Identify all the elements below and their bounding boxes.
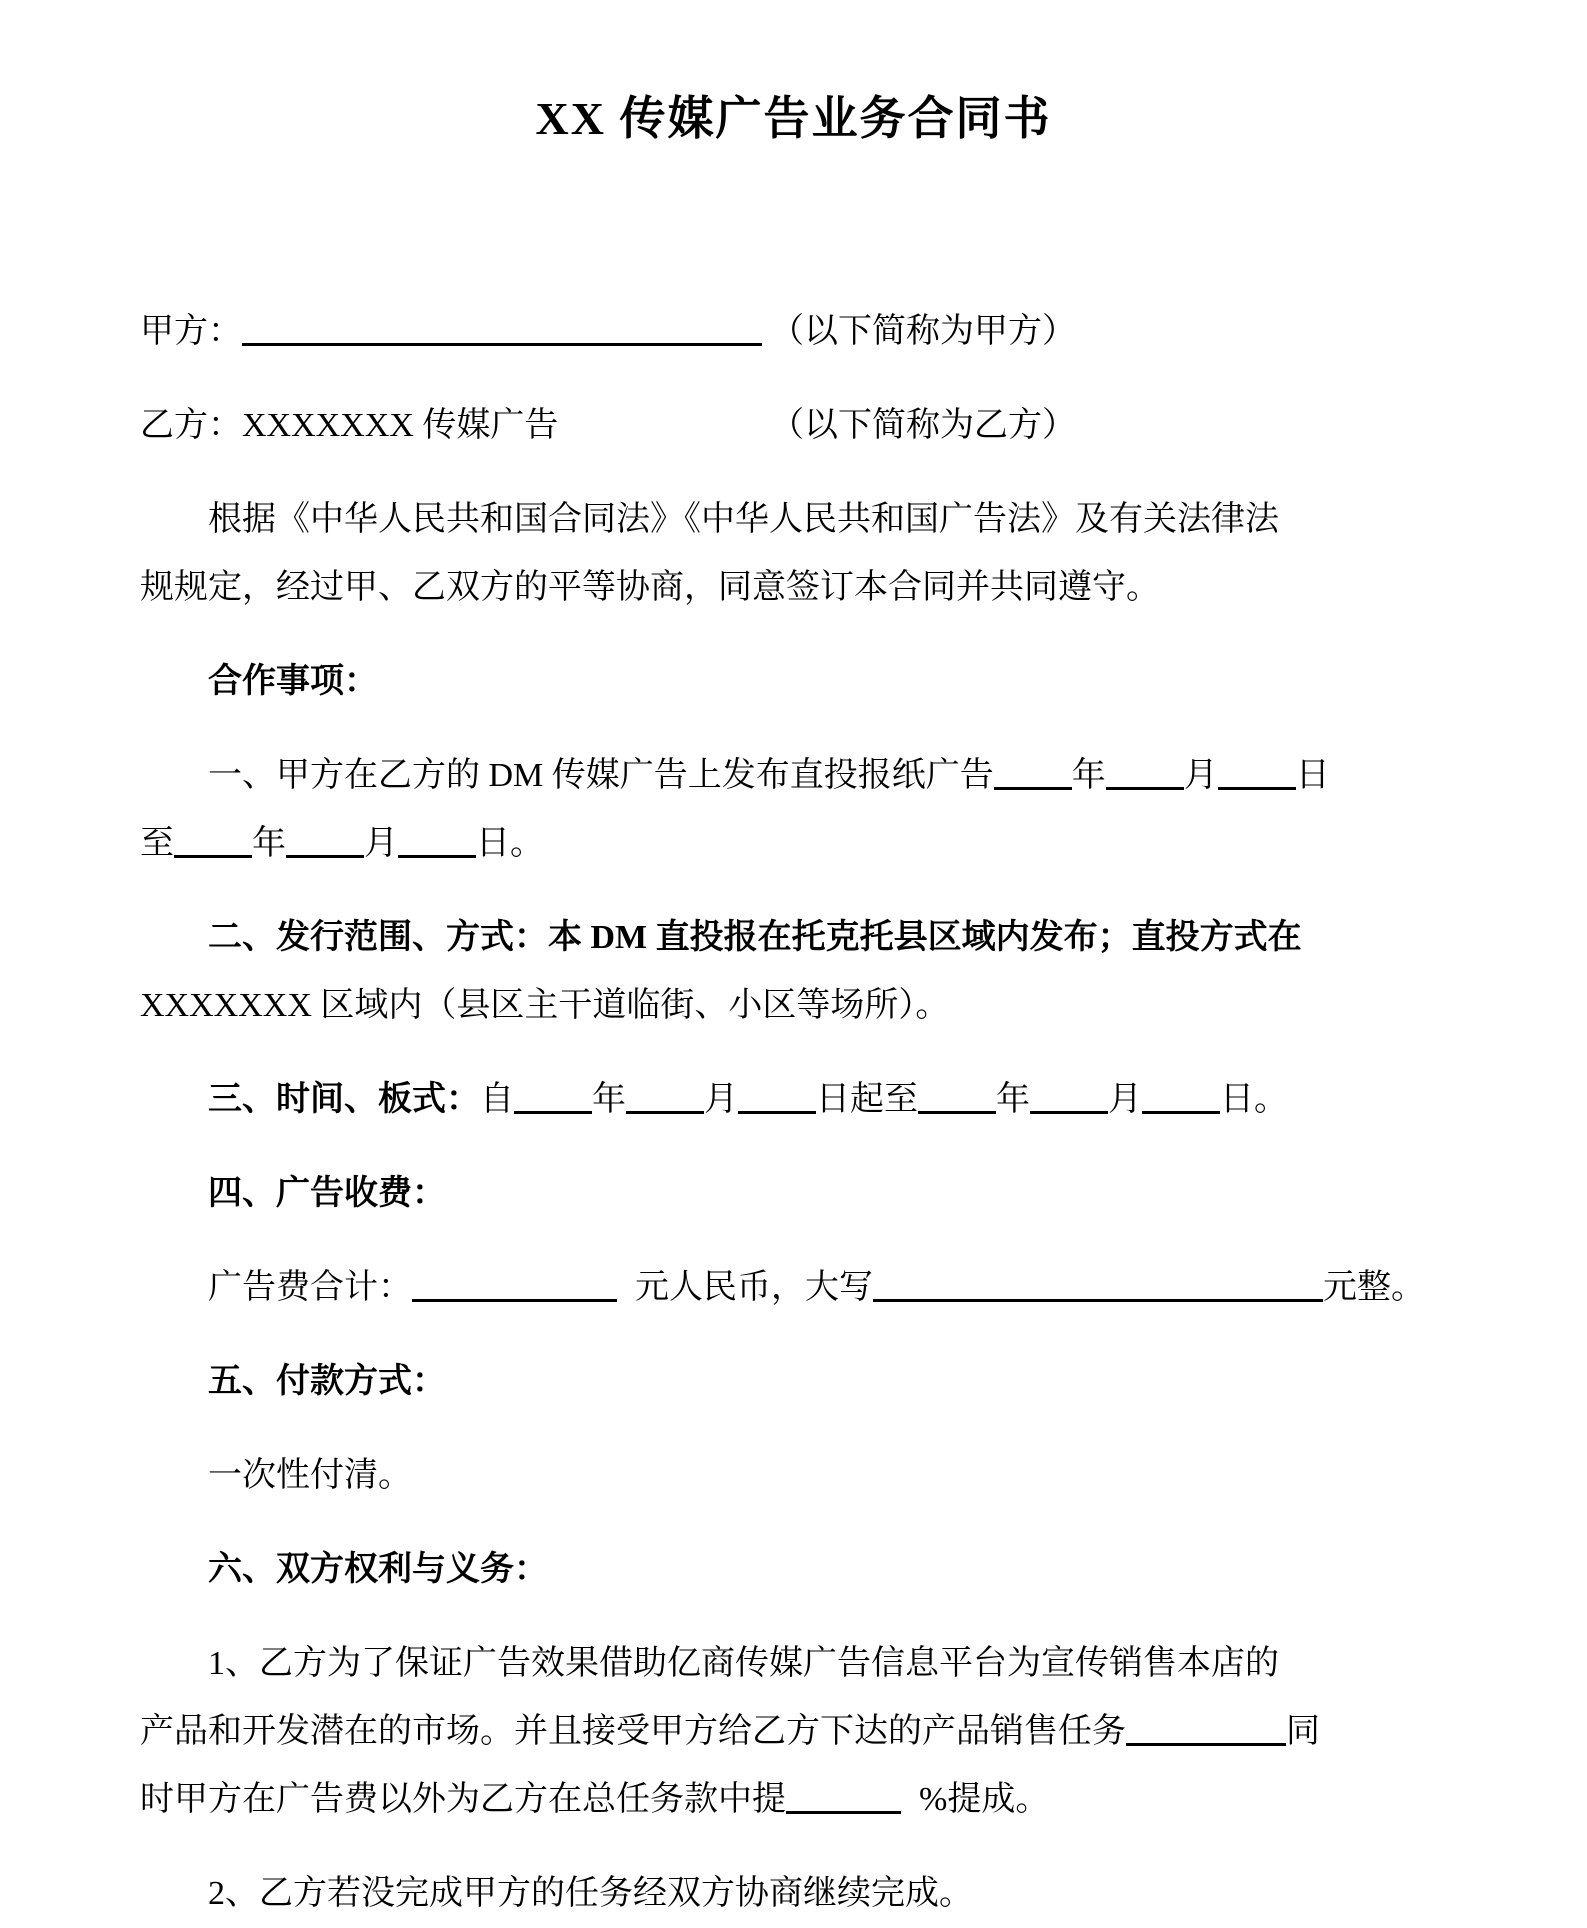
item-3-day2-blank — [1142, 1084, 1220, 1114]
party-a-line — [140, 298, 1447, 366]
item-1-to-label: 至 — [140, 825, 174, 862]
item-3-year1-blank — [514, 1084, 592, 1114]
item-3-month1-blank — [626, 1084, 704, 1114]
item-3-day1-label: 日起至 — [816, 1081, 918, 1118]
item-2-line-2: XXXXXXX 区域内（县区主干道临街、小区等场所）。 — [140, 987, 950, 1024]
clause-1-paragraph — [140, 1630, 1447, 1834]
party-a-alias: （以下简称为甲方） — [770, 313, 1076, 350]
fee-label: 广告费合计： — [208, 1269, 412, 1306]
party-a-fill-blank — [242, 316, 762, 346]
commission-percent-blank — [786, 1784, 901, 1814]
party-a-left — [140, 298, 770, 366]
preamble-line-2: 规规定，经过甲、乙双方的平等协商，同意签订本合同并共同遵守。 — [140, 569, 1160, 606]
fee-line — [140, 1254, 1447, 1322]
clause-1-line-2-end: 同 — [1286, 1713, 1320, 1750]
item-2-paragraph — [140, 904, 1447, 1040]
sales-task-blank — [1126, 1716, 1286, 1746]
item-2-line-1 — [140, 904, 1447, 972]
item-2-heading: 二、发行范围、方式： — [208, 919, 548, 956]
item-3-heading: 三、时间、板式： — [208, 1081, 480, 1118]
item-3-line — [140, 1066, 1447, 1134]
item-1-line-1 — [140, 742, 1447, 810]
item-4-heading: 四、广告收费： — [208, 1175, 446, 1212]
clause-1-line-2 — [140, 1698, 1447, 1766]
item-1-year2-label: 年 — [252, 825, 286, 862]
item-1-text: 一、甲方在乙方的 DM 传媒广告上发布直投报纸广告 — [208, 757, 994, 794]
clause-1-line-2-text: 产品和开发潜在的市场。并且接受甲方给乙方下达的产品销售任务 — [140, 1713, 1126, 1750]
item-3-year2-blank — [918, 1084, 996, 1114]
party-b-label: 乙方：XXXXXXX 传媒广告 — [140, 407, 559, 444]
contract-title: XX 传媒广告业务合同书 — [535, 93, 1052, 144]
item-6-heading: 六、双方权利与义务： — [208, 1551, 548, 1588]
clause-1-line-3-end: %提成。 — [919, 1781, 1050, 1818]
item-3-month1-label: 月 — [704, 1081, 738, 1118]
preamble-line-1: 根据《中华人民共和国合同法》《中华人民共和国广告法》及有关法律法 — [208, 501, 1279, 538]
item-2-text: 本 DM 直投报在托克托县区域内发布；直投方式在 — [548, 919, 1302, 956]
item-1-paragraph — [140, 742, 1447, 878]
item-1-month2-blank — [286, 828, 364, 858]
clause-2-line: 2、乙方若没完成甲方的任务经双方协商继续完成。 — [208, 1875, 973, 1912]
item-3-year2-label: 年 — [996, 1081, 1030, 1118]
item-1-day-blank — [1218, 760, 1296, 790]
item-3-month2-label: 月 — [1108, 1081, 1142, 1118]
item-3-year1-label: 年 — [592, 1081, 626, 1118]
fee-amount-blank — [412, 1272, 617, 1302]
item-5-heading: 五、付款方式： — [208, 1363, 446, 1400]
fee-words-blank — [873, 1272, 1323, 1302]
item-1-month-blank — [1106, 760, 1184, 790]
item-3-month2-blank — [1030, 1084, 1108, 1114]
item-1-line-2 — [140, 810, 1447, 878]
clause-1-line-3-text: 时甲方在广告费以外为乙方在总任务款中提 — [140, 1781, 786, 1818]
item-1-year-blank — [994, 760, 1072, 790]
clause-1-line-3 — [140, 1766, 1447, 1834]
party-b-left — [140, 392, 770, 460]
item-1-year-label: 年 — [1071, 757, 1106, 794]
fee-end-label: 元整。 — [1323, 1269, 1425, 1306]
item-3-from-label: 自 — [480, 1081, 514, 1118]
item-1-day2-label: 日。 — [476, 825, 544, 862]
item-1-month2-label: 月 — [364, 825, 398, 862]
item-1-year2-blank — [174, 828, 252, 858]
item-1-day2-blank — [398, 828, 476, 858]
preamble-paragraph — [140, 486, 1447, 622]
payment-line: 一次性付清。 — [208, 1457, 412, 1494]
party-b-alias: （以下简称为乙方） — [770, 407, 1076, 444]
item-3-day2-label: 日。 — [1220, 1081, 1288, 1118]
clause-1-line-1: 1、乙方为了保证广告效果借助亿商传媒广告信息平台为宣传销售本店的 — [208, 1645, 1279, 1682]
cooperation-heading: 合作事项： — [208, 663, 378, 700]
party-a-label: 甲方： — [140, 313, 242, 350]
item-3-day1-blank — [738, 1084, 816, 1114]
fee-mid-label: 元人民币，大写 — [635, 1269, 873, 1306]
item-1-day-label: 日 — [1295, 757, 1330, 794]
party-b-line — [140, 392, 1447, 460]
item-1-month-label: 月 — [1183, 757, 1218, 794]
